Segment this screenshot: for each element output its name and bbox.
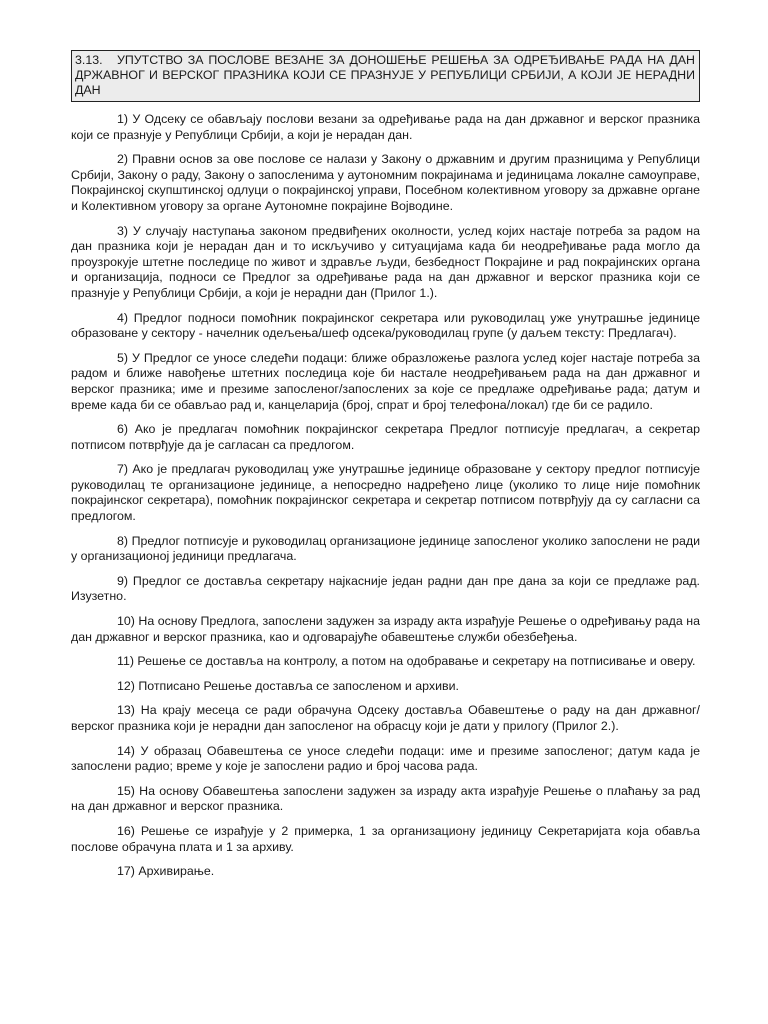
paragraph-1: 1) У Одсеку се обављају послови везани за одређивање рада на дан државног и верског празника који се празнује у Републици Србији, а који је нерадан дан.: [71, 112, 700, 142]
paragraph-7: 7) Ако је предлагач руководилац уже унутрашње јединице образоване у сектору предлог потписује руководилац те организационе јединице, а непосредно надређено лице (уколико то лице није помоћник покрајинског секретара), помоћник покрајинског секретара и секретар потписом потврђују да су сагласни са предлогом.: [71, 462, 700, 524]
paragraph-4: 4) Предлог подноси помоћник покрајинског секретара или руководилац уже унутрашње јединице образоване у сектору - начелник одељења/шеф одсека/руководилац групе (у даљем тексту: Предлагач).: [71, 310, 700, 341]
section-number: 3.13.: [75, 53, 103, 67]
document-page: [71, 50, 700, 889]
paragraph-3: 3) У случају наступања законом предвиђених околности, услед којих настаје потреба за радом на дан празника који је нерадан дан и то искључиво у ситуацијама када би неодређивање рада могло да проузрокује штетне последице по живот и здравље људи, безбедност Покрајине и рад покрајинских органа и организација, подноси се Предлог за одређивање рада на дан државног и верског празника који се празнује у Републици Србији, а који је нерадни дан (Прилог 1.).: [71, 223, 700, 300]
paragraph-15: 15) На основу Обавештења запослени задужен за израду акта израђује Решење о плаћању за рад на дан државног и верског празника.: [71, 783, 700, 814]
paragraph-14: 14) У образац Обавештења се уносе следећи подаци: име и презиме запосленог; датум када је запослени радио; време у које је запослени радио и број часова рада.: [71, 743, 700, 774]
paragraph-6: 6) Ако је предлагач помоћник покрајинског секретара Предлог потписује предлагач, а секретар потписом потврђује да је сагласан са предлогом.: [71, 422, 700, 452]
paragraph-10: 10) На основу Предлога, запослени задужен за израду акта израђује Решење о одређивању рада на дан државног и верског празника, као и одговарајуће обавештење служби обезбеђења.: [71, 614, 700, 644]
paragraph-17: 17) Архивирање.: [117, 864, 215, 879]
paragraph-5: 5) У Предлог се уносе следећи подаци: ближе образложење разлога услед којег настаје потреба за радом и ближе навођење штетних последица које би настале неодређивањем рада на дан државног и верског празника; име и презиме запосленог/запослених за које се предлаже одређивање рада; датум и време када би се обављао рад и, канцеларија (број, спрат и број телефона/локал) где би се радило.: [71, 350, 700, 412]
paragraph-2: 2) Правни основ за ове послове се налази у Закону о државним и другим празницима у Републици Србији, Закону о раду, Закону о запосленима у аутономним покрајинама и јединицама локалне самоуправе, Покрајинској скупштинској одлуци о покрајинској управи, Посебном колективном уговору за државне органе и Колективном уговору за органе Аутономне покрајине Војводине.: [71, 152, 700, 213]
paragraph-12: 12) Потписано Решење доставља се запосленом и архиви.: [117, 678, 459, 693]
paragraph-9: 9) Предлог се доставља секретару најкасније један радни дан пре дана за који се предлаже рад. Изузетно.: [71, 573, 700, 604]
paragraph-8: 8) Предлог потписује и руководилац организационе јединице запосленог уколико запослени не ради у организационој јединици предлагача.: [71, 533, 700, 564]
paragraph-13: 13) На крају месеца се ради обрачуна Одсеку доставља Обавештење о раду на дан државног/верског празника који је нерадни дан запосленог на обрасцу који је дати у прилогу (Прилог 2.).: [71, 703, 700, 733]
paragraph-11: 11) Решење се доставља на контролу, а потом на одобравање и секретару на потписивање и оверу.: [117, 654, 696, 669]
paragraph-16: 16) Решење се израђује у 2 примерка, 1 за организациону јединицу Секретаријата која обавља послове обрачуна плата и 1 за архиву.: [71, 823, 700, 854]
section-heading: [71, 50, 700, 102]
section-title: УПУТСТВО ЗА ПОСЛОВЕ ВЕЗАНЕ ЗА ДОНОШЕЊЕ РЕШЕЊА ЗА ОДРЕЂИВАЊЕ РАДА НА ДАН ДРЖАВНОГ И ВЕРСКОГ ПРАЗНИКА КОЈИ СЕ ПРАЗНУЈЕ У РЕПУБЛИЦИ СРБИЈИ, А КОЈИ ЈЕ НЕРАДНИ ДАН: [75, 53, 695, 97]
